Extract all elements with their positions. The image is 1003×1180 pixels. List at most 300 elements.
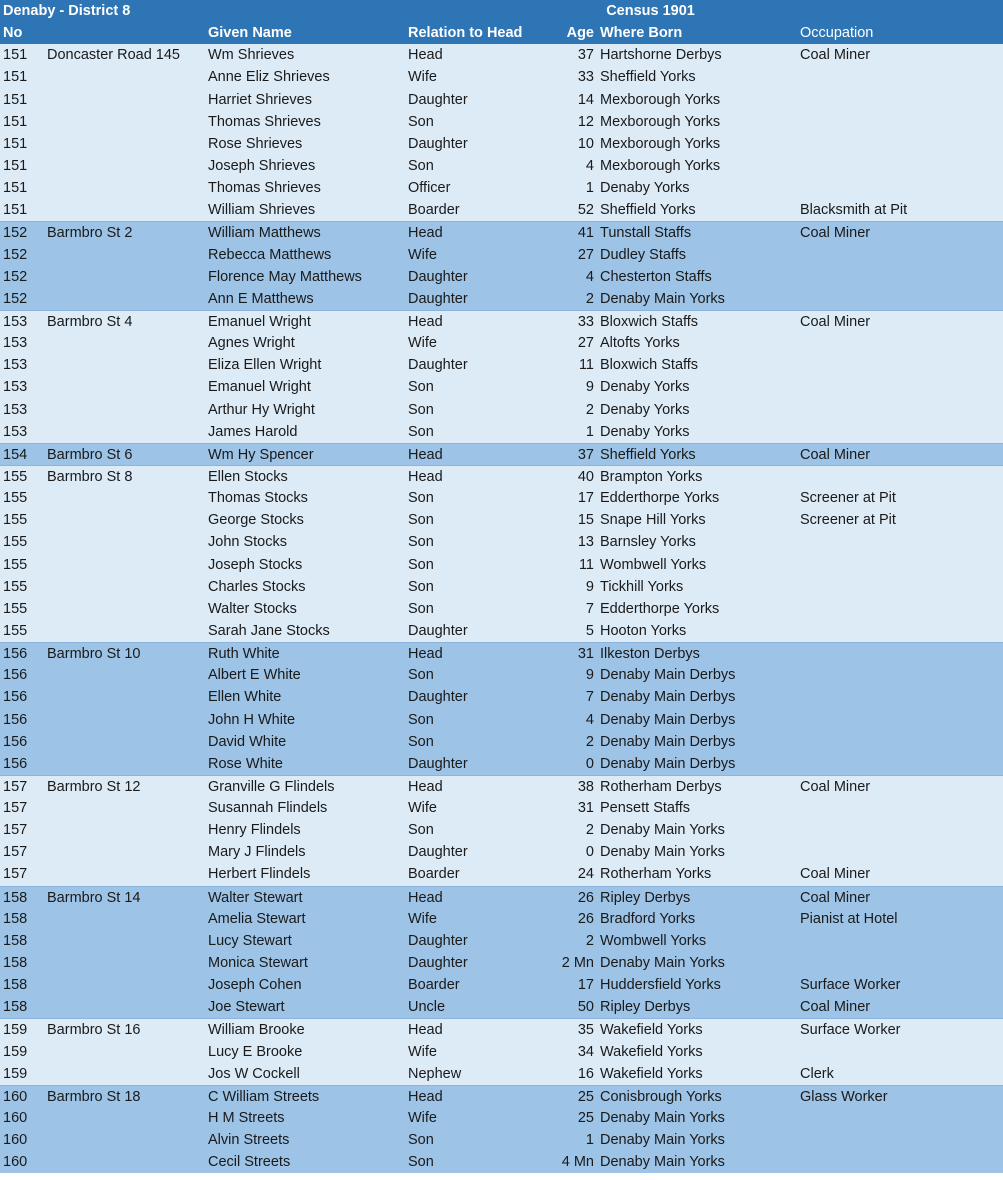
table-row [0,1107,1003,1129]
cell-given-name: Emanuel Wright [208,379,311,396]
table-row [0,1041,1003,1063]
cell-age: 40 [577,468,594,485]
cell-where-born: Ilkeston Derbys [600,646,700,663]
cell-occupation: Surface Worker [800,1022,901,1039]
cell-relation: Son [408,733,434,750]
table-row [0,620,1003,642]
cell-no: 151 [3,157,28,174]
cell-occupation: Coal Miner [800,889,871,906]
cell-relation: Wife [408,910,437,927]
table-row [0,686,1003,708]
cell-address [47,930,208,951]
cell-given-name: Emanuel Wright [208,313,311,330]
cell-no: 151 [3,135,28,152]
cell-address [47,244,208,265]
cell-age: 26 [577,889,594,906]
cell-address [47,753,208,774]
cell-relation: Daughter [408,357,468,374]
cell-no: 158 [3,889,28,906]
cell-address: Doncaster Road 145 [47,47,180,64]
cell-no: 155 [3,578,28,595]
cell-no: 157 [3,800,28,817]
cell-relation: Daughter [408,290,468,307]
cell-where-born: Tunstall Staffs [600,225,692,242]
cell-no: 160 [3,1154,28,1171]
cell-age: 2 [585,733,594,750]
cell-occupation: Pianist at Hotel [800,910,898,927]
cell-no: 153 [3,357,28,374]
cell-given-name: Sarah Jane Stocks [208,622,330,639]
cell-relation: Son [408,556,434,573]
cell-where-born: Mexborough Yorks [600,113,721,130]
cell-age: 2 Mn [561,955,594,972]
cell-relation: Son [408,534,434,551]
table-row [0,797,1003,819]
cell-relation: Boarder [408,977,460,994]
cell-age: 24 [577,866,594,883]
cell-no: 152 [3,290,28,307]
cell-address [47,908,208,929]
cell-age: 4 Mn [561,1154,594,1171]
cell-age: 0 [585,755,594,772]
cell-given-name: Joe Stewart [208,999,285,1016]
cell-given-name: Lucy E Brooke [208,1043,303,1060]
cell-age: 9 [585,578,594,595]
table-row [0,930,1003,952]
table-row [0,886,1003,908]
cell-age: 10 [577,135,594,152]
cell-occupation [800,709,1003,730]
table-row [0,509,1003,531]
cell-address [47,531,208,552]
cell-where-born: Denaby Yorks [600,401,690,418]
cell-age: 37 [577,446,594,463]
cell-where-born: Wombwell Yorks [600,556,707,573]
cell-address [47,66,208,87]
cell-given-name: Thomas Shrieves [208,113,321,130]
cell-address [47,709,208,730]
cell-occupation [800,1107,1003,1128]
cell-no: 158 [3,955,28,972]
table-row [0,908,1003,930]
cell-where-born: Tickhill Yorks [600,578,684,595]
cell-address [47,399,208,420]
table-row [0,487,1003,509]
table-row [0,399,1003,421]
cell-where-born: Denaby Main Derbys [600,755,736,772]
cell-given-name: Wm Shrieves [208,47,295,64]
table-row [0,1129,1003,1151]
cell-given-name: Harriet Shrieves [208,91,312,108]
cell-address [47,266,208,287]
cell-relation: Son [408,401,434,418]
cell-address [47,89,208,110]
cell-no: 151 [3,202,28,219]
table-row [0,354,1003,376]
table-row [0,1151,1003,1173]
table-row [0,155,1003,177]
cell-relation: Wife [408,1110,437,1127]
cell-no: 153 [3,401,28,418]
cell-relation: Son [408,157,434,174]
cell-occupation: Coal Miner [800,778,871,795]
cell-given-name: Agnes Wright [208,335,295,352]
table-row [0,332,1003,354]
cell-address [47,576,208,597]
cell-no: 158 [3,932,28,949]
cell-no: 155 [3,490,28,507]
cell-no: 151 [3,91,28,108]
cell-occupation [800,399,1003,420]
cell-relation: Son [408,1132,434,1149]
table-row [0,576,1003,598]
cell-age: 38 [577,778,594,795]
cell-occupation [800,266,1003,287]
cell-age: 34 [577,1043,594,1060]
cell-occupation [800,332,1003,353]
cell-occupation [800,598,1003,619]
cell-where-born: Dudley Staffs [600,246,686,263]
cell-relation: Wife [408,1043,437,1060]
cell-relation: Daughter [408,955,468,972]
cell-relation: Daughter [408,844,468,861]
cell-where-born: Denaby Yorks [600,423,690,440]
cell-relation: Daughter [408,91,468,108]
col-address [47,22,208,43]
cell-age: 5 [585,622,594,639]
cell-where-born: Wakefield Yorks [600,1043,703,1060]
table-row [0,376,1003,398]
table-row [0,709,1003,731]
cell-age: 27 [577,246,594,263]
cell-where-born: Denaby Main Derbys [600,667,736,684]
cell-where-born: Pensett Staffs [600,800,691,817]
cell-where-born: Hooton Yorks [600,622,687,639]
cell-relation: Head [408,47,443,64]
table-body [0,44,1003,1173]
cell-no: 154 [3,446,28,463]
cell-no: 156 [3,733,28,750]
cell-relation: Head [408,313,443,330]
cell-given-name: John Stocks [208,534,287,551]
cell-where-born: Wakefield Yorks [600,1022,703,1039]
cell-age: 50 [577,999,594,1016]
cell-occupation [800,1129,1003,1150]
cell-where-born: Denaby Main Yorks [600,1154,725,1171]
table-row [0,244,1003,266]
cell-no: 156 [3,689,28,706]
cell-given-name: Thomas Stocks [208,490,308,507]
cell-where-born: Mexborough Yorks [600,91,721,108]
cell-no: 157 [3,844,28,861]
cell-address [47,554,208,575]
cell-occupation [800,177,1003,198]
cell-where-born: Wakefield Yorks [600,1065,703,1082]
cell-address [47,819,208,840]
cell-age: 17 [577,490,594,507]
cell-occupation [800,531,1003,552]
cell-address [47,686,208,707]
census-year: Census 1901 [606,3,695,19]
cell-given-name: Albert E White [208,667,301,684]
cell-where-born: Conisbrough Yorks [600,1088,722,1105]
cell-no: 155 [3,622,28,639]
cell-given-name: H M Streets [208,1110,285,1127]
cell-where-born: Brampton Yorks [600,468,703,485]
cell-no: 157 [3,822,28,839]
cell-given-name: Wm Hy Spencer [208,446,314,463]
cell-no: 151 [3,113,28,130]
table-row [0,177,1003,199]
cell-relation: Son [408,711,434,728]
cell-age: 41 [577,225,594,242]
cell-address [47,354,208,375]
cell-address [47,797,208,818]
cell-given-name: Charles Stocks [208,578,306,595]
cell-where-born: Wombwell Yorks [600,932,707,949]
cell-occupation [800,554,1003,575]
table-row [0,775,1003,797]
cell-relation: Head [408,778,443,795]
cell-occupation [800,288,1003,309]
cell-where-born: Hartshorne Derbys [600,47,722,64]
cell-address: Barmbro St 18 [47,1088,141,1105]
cell-no: 151 [3,47,28,64]
cell-address: Barmbro St 10 [47,646,141,663]
cell-relation: Head [408,1088,443,1105]
cell-address [47,1041,208,1062]
cell-age: 33 [577,313,594,330]
table-row [0,664,1003,686]
cell-age: 2 [585,932,594,949]
table-row [0,421,1003,443]
cell-where-born: Denaby Yorks [600,180,690,197]
cell-given-name: Ellen Stocks [208,468,288,485]
table-row [0,642,1003,664]
table-row [0,554,1003,576]
cell-address [47,111,208,132]
cell-no: 156 [3,755,28,772]
cell-address [47,974,208,995]
cell-where-born: Denaby Main Yorks [600,822,725,839]
cell-no: 160 [3,1132,28,1149]
cell-age: 1 [585,1132,594,1149]
col-age: Age [566,25,594,42]
cell-given-name: William Brooke [208,1022,305,1039]
cell-given-name: Joseph Shrieves [208,157,316,174]
cell-no: 157 [3,778,28,795]
cell-relation: Daughter [408,755,468,772]
cell-address [47,620,208,641]
cell-age: 14 [577,91,594,108]
cell-relation: Head [408,446,443,463]
cell-no: 155 [3,468,28,485]
cell-no: 155 [3,534,28,551]
cell-address [47,598,208,619]
table-row [0,199,1003,221]
cell-relation: Daughter [408,268,468,285]
cell-no: 156 [3,667,28,684]
cell-age: 12 [577,113,594,130]
cell-relation: Daughter [408,622,468,639]
cell-occupation [800,466,1003,486]
cell-given-name: Cecil Streets [208,1154,291,1171]
cell-given-name: Anne Eliz Shrieves [208,69,330,86]
cell-age: 16 [577,1065,594,1082]
cell-given-name: Rebecca Matthews [208,246,332,263]
cell-given-name: Amelia Stewart [208,910,306,927]
cell-address [47,863,208,884]
cell-occupation [800,643,1003,663]
cell-given-name: C William Streets [208,1088,320,1105]
title-row [0,0,1003,22]
col-occupation: Occupation [800,25,874,42]
cell-occupation: Screener at Pit [800,512,896,529]
cell-where-born: Rotherham Derbys [600,778,722,795]
cell-address: Barmbro St 12 [47,778,141,795]
cell-age: 7 [585,600,594,617]
cell-no: 159 [3,1065,28,1082]
cell-no: 153 [3,423,28,440]
cell-occupation: Coal Miner [800,47,871,64]
cell-relation: Wife [408,800,437,817]
cell-where-born: Sheffield Yorks [600,446,696,463]
cell-address [47,1151,208,1172]
col-given-name: Given Name [208,25,292,42]
cell-no: 160 [3,1110,28,1127]
cell-given-name: Lucy Stewart [208,932,292,949]
cell-relation: Son [408,667,434,684]
col-no: No [3,25,23,42]
cell-address [47,1107,208,1128]
cell-address: Barmbro St 6 [47,446,133,463]
cell-no: 156 [3,711,28,728]
cell-address: Barmbro St 4 [47,313,133,330]
cell-where-born: Denaby Main Yorks [600,844,725,861]
cell-given-name: Mary J Flindels [208,844,306,861]
cell-occupation [800,731,1003,752]
cell-relation: Head [408,225,443,242]
cell-occupation: Coal Miner [800,999,871,1016]
table-row [0,1085,1003,1107]
cell-age: 13 [577,534,594,551]
cell-where-born: Edderthorpe Yorks [600,490,720,507]
cell-age: 15 [577,512,594,529]
cell-where-born: Sheffield Yorks [600,202,696,219]
cell-occupation: Surface Worker [800,977,901,994]
table-row [0,465,1003,487]
cell-age: 4 [585,711,594,728]
cell-given-name: Jos W Cockell [208,1065,300,1082]
cell-no: 157 [3,866,28,883]
table-row [0,1018,1003,1040]
cell-relation: Head [408,646,443,663]
cell-where-born: Chesterton Staffs [600,268,712,285]
table-row [0,731,1003,753]
cell-no: 155 [3,600,28,617]
cell-address [47,996,208,1017]
cell-age: 35 [577,1022,594,1039]
cell-address [47,487,208,508]
cell-where-born: Denaby Main Yorks [600,290,725,307]
cell-age: 11 [578,556,594,573]
cell-age: 1 [585,423,594,440]
table-row [0,111,1003,133]
cell-given-name: Rose Shrieves [208,135,303,152]
cell-given-name: Joseph Stocks [208,556,303,573]
cell-relation: Daughter [408,932,468,949]
cell-occupation: Coal Miner [800,313,871,330]
cell-given-name: David White [208,733,287,750]
cell-occupation [800,620,1003,641]
cell-age: 25 [577,1110,594,1127]
cell-given-name: Ann E Matthews [208,290,314,307]
cell-relation: Head [408,889,443,906]
cell-relation: Head [408,468,443,485]
cell-occupation: Screener at Pit [800,490,896,507]
cell-address [47,155,208,176]
cell-no: 158 [3,910,28,927]
cell-no: 153 [3,379,28,396]
cell-relation: Son [408,600,434,617]
cell-where-born: Ripley Derbys [600,889,691,906]
cell-given-name: Walter Stocks [208,600,297,617]
cell-relation: Son [408,512,434,529]
cell-where-born: Denaby Main Yorks [600,1110,725,1127]
cell-relation: Head [408,1022,443,1039]
cell-relation: Boarder [408,202,460,219]
cell-where-born: Denaby Main Derbys [600,689,736,706]
cell-relation: Wife [408,69,437,86]
table-row [0,89,1003,111]
table-row [0,863,1003,885]
cell-occupation [800,797,1003,818]
cell-where-born: Sheffield Yorks [600,69,696,86]
cell-address [47,421,208,442]
cell-occupation: Blacksmith at Pit [800,202,908,219]
cell-occupation [800,952,1003,973]
table-row [0,44,1003,66]
cell-where-born: Edderthorpe Yorks [600,600,720,617]
cell-age: 37 [577,47,594,64]
cell-relation: Uncle [408,999,446,1016]
cell-occupation: Coal Miner [800,866,871,883]
cell-address [47,376,208,397]
cell-given-name: Granville G Flindels [208,778,335,795]
cell-occupation [800,1041,1003,1062]
cell-relation: Boarder [408,866,460,883]
cell-no: 155 [3,512,28,529]
cell-given-name: Thomas Shrieves [208,180,321,197]
cell-address [47,288,208,309]
sheet-title: Denaby - District 8 [3,3,131,19]
cell-relation: Son [408,379,434,396]
cell-occupation [800,155,1003,176]
cell-given-name: Ruth White [208,646,280,663]
cell-given-name: Walter Stewart [208,889,303,906]
cell-no: 159 [3,1043,28,1060]
cell-given-name: John H White [208,711,296,728]
cell-where-born: Mexborough Yorks [600,157,721,174]
cell-age: 52 [577,202,594,219]
cell-age: 33 [577,69,594,86]
cell-relation: Nephew [408,1065,462,1082]
table-row [0,221,1003,243]
table-row [0,819,1003,841]
table-row [0,952,1003,974]
table-row [0,841,1003,863]
cell-address [47,1129,208,1150]
